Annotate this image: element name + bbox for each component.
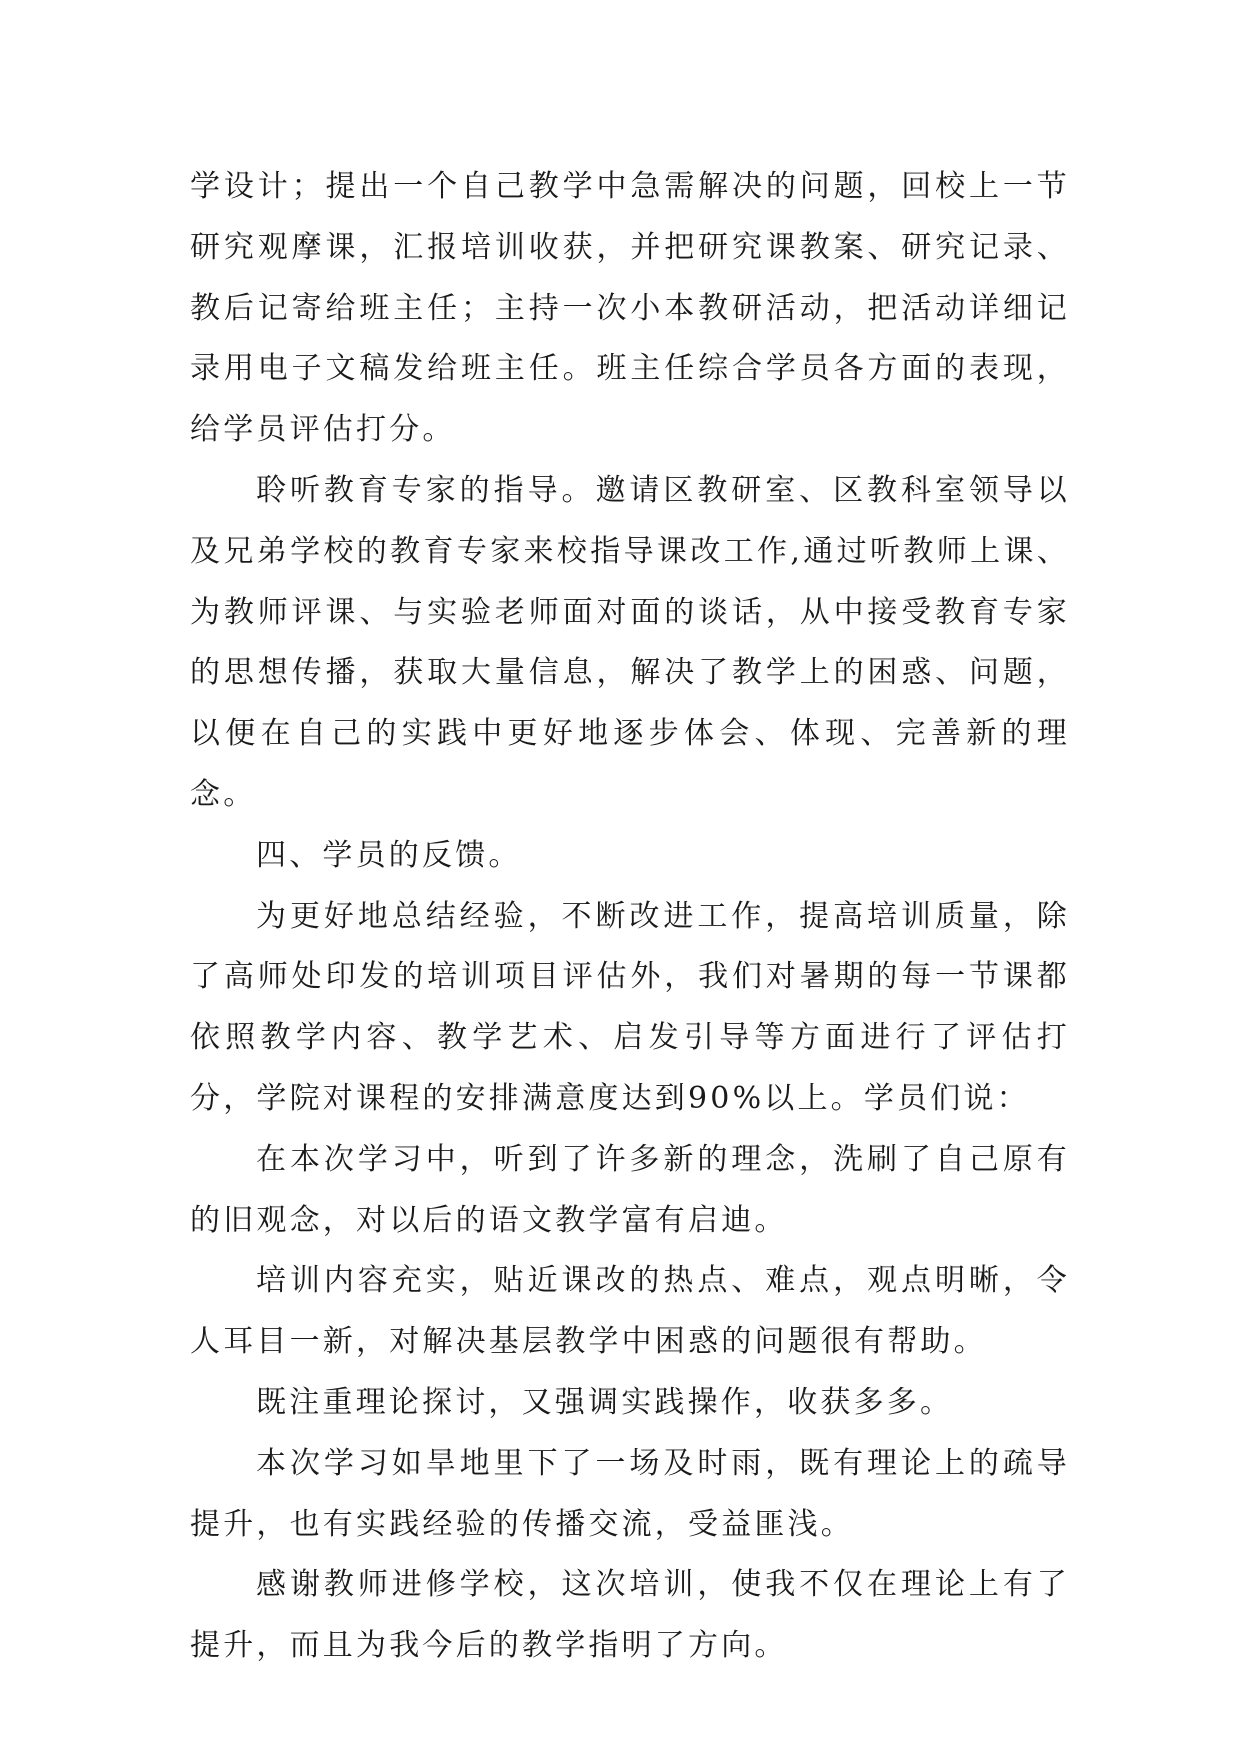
paragraph-quote-4: 本次学习如旱地里下了一场及时雨，既有理论上的疏导提升，也有实践经验的传播交流，受益匪浅。 [190,1445,1070,1542]
document-body [190,157,1070,1677]
paragraph-quote-5: 感谢教师进修学校，这次培训，使我不仅在理论上有了提升，而且为我今后的教学指明了方向。 [190,1567,1070,1664]
paragraph-quote-3: 既注重理论探讨，又强调实践操作，收获多多。 [256,1384,954,1420]
paragraph-quote-2: 培训内容充实，贴近课改的热点、难点，观点明晰，令人耳目一新，对解决基层教学中困惑的问题很有帮助。 [190,1263,1070,1360]
paragraph-expert-guidance: 聆听教育专家的指导。邀请区教研室、区教科室领导以及兄弟学校的教育专家来校指导课改工作,通过听教师上课、为教师评课、与实验老师面对面的谈话，从中接受教育专家的思想传播，获取大量信息，解决了教学上的困惑、问题，以便在自己的实践中更好地逐步体会、体现、完善新的理念。 [190,472,1070,812]
paragraph-continuation: 学设计；提出一个自己教学中急需解决的问题，回校上一节研究观摩课，汇报培训收获，并把研究课教案、研究记录、教后记寄给班主任；主持一次小本教研活动，把活动详细记录用电子文稿发给班主任。班主任综合学员各方面的表现，给学员评估打分。 [190,169,1070,448]
paragraph-quote-1: 在本次学习中，听到了许多新的理念，洗刷了自己原有的旧观念，对以后的语文教学富有启迪。 [190,1141,1070,1238]
section-heading-feedback: 四、学员的反馈。 [256,837,522,873]
paragraph-feedback-intro: 为更好地总结经验，不断改进工作，提高培训质量，除了高师处印发的培训项目评估外，我们对暑期的每一节课都依照教学内容、教学艺术、启发引导等方面进行了评估打分，学院对课程的安排满意度达到90%以上。学员们说： [190,898,1070,1116]
